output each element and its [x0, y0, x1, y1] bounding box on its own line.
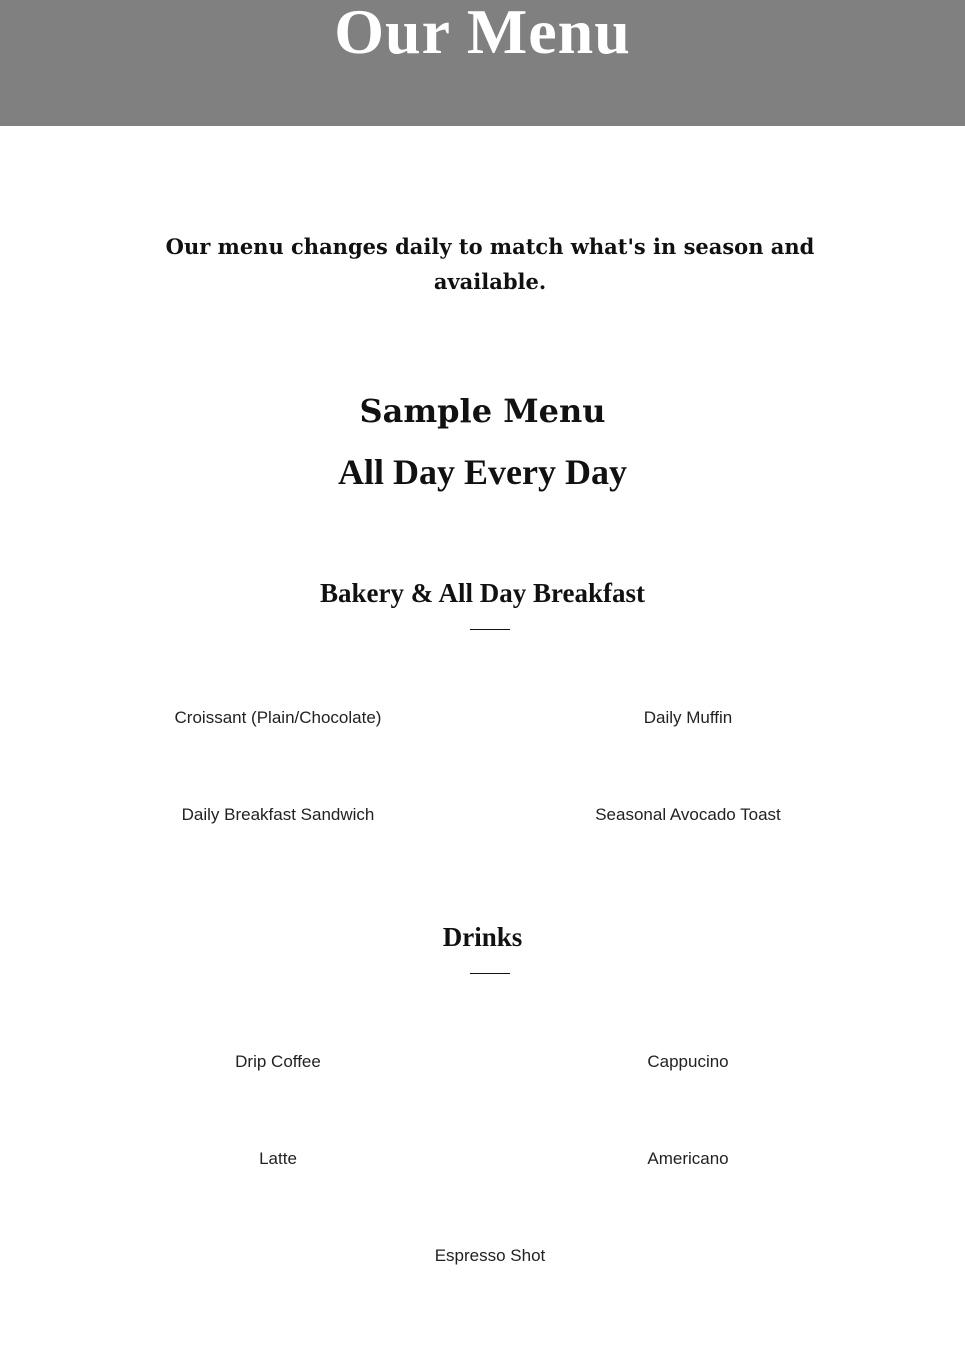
intro-text: Our menu changes daily to match what's in season and available.	[165, 234, 815, 294]
menu-item: Espresso Shot	[434, 1246, 546, 1265]
page-title: Our Menu	[334, 0, 631, 67]
menu-item: Drip Coffee	[235, 1052, 321, 1071]
menu-item: Cappucino	[647, 1052, 729, 1071]
menu-item: Seasonal Avocado Toast	[595, 805, 781, 824]
section-title-drinks: Drinks	[442, 922, 523, 952]
menu-item: Croissant (Plain/Chocolate)	[174, 708, 382, 727]
menu-item: Latte	[259, 1149, 297, 1168]
section-divider	[470, 629, 510, 630]
menu-item: Daily Breakfast Sandwich	[181, 805, 375, 824]
sample-menu-heading: Sample Menu	[359, 392, 606, 430]
sample-menu-subheading: All Day Every Day	[338, 452, 627, 492]
section-title-bakery: Bakery & All Day Breakfast	[320, 578, 645, 608]
hero-banner	[0, 0, 965, 126]
menu-item: Daily Muffin	[643, 708, 733, 727]
section-divider	[470, 973, 510, 974]
menu-item: Americano	[647, 1149, 729, 1168]
